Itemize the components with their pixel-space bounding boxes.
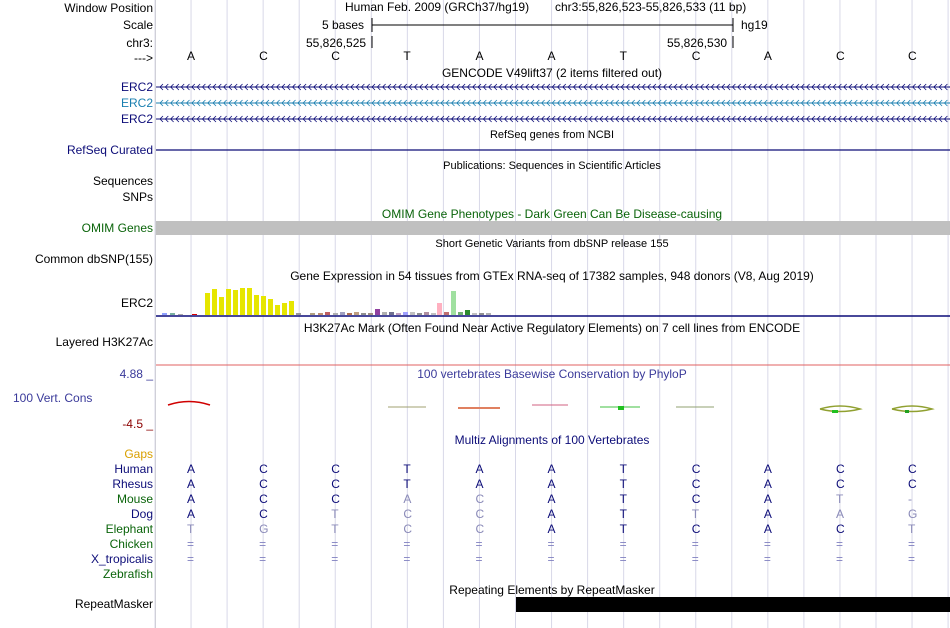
species-label[interactable]: Human (114, 462, 153, 476)
base-letter: C (908, 49, 917, 63)
gtex-tissue-bar (486, 313, 491, 315)
window-position-label: Window Position (64, 1, 153, 15)
alignment-base: T (331, 522, 339, 536)
scale-assembly: hg19 (741, 18, 768, 32)
alignment-base: T (619, 522, 627, 536)
dbsnp-track-title[interactable]: Short Genetic Variants from dbSNP release 155 (435, 238, 669, 250)
gencode-track-title[interactable]: GENCODE V49lift37 (2 items filtered out) (441, 66, 663, 80)
alignment-base: C (908, 462, 917, 476)
snps-label[interactable]: SNPs (122, 190, 153, 204)
base-letter: T (619, 49, 627, 63)
gtex-tissue-bar (479, 313, 484, 315)
base-letter: C (259, 49, 268, 63)
gtex-tissue-bar (247, 288, 252, 315)
gtex-tissue-bar (382, 312, 387, 315)
gtex-tissue-bar (212, 289, 217, 315)
publications-track-title[interactable]: Publications: Sequences in Scientific Articles (443, 160, 661, 172)
alignment-base: = (259, 552, 267, 566)
gtex-tissue-bar (361, 313, 366, 315)
sequences-label[interactable]: Sequences (92, 174, 153, 188)
alignment-base: A (835, 507, 844, 521)
alignment-base: A (547, 492, 556, 506)
cons-min-value: -4.5 _ (122, 417, 153, 431)
gencode-transcripts (156, 84, 950, 122)
alignment-base: A (187, 507, 196, 521)
alignment-base: C (259, 507, 268, 521)
base-letter: C (691, 49, 701, 63)
gtex-tissue-bar (368, 313, 373, 315)
gtex-tissue-bar (458, 312, 463, 315)
genome-assembly-title: Human Feb. 2009 (GRCh37/hg19) (345, 0, 530, 14)
gtex-label[interactable]: ERC2 (120, 296, 153, 310)
gtex-tissue-bar (389, 312, 394, 315)
alignment-base: A (763, 492, 772, 506)
h3k27ac-label[interactable]: Layered H3K27Ac (55, 335, 153, 349)
alignment-base: T (691, 507, 700, 521)
alignment-base: T (619, 507, 627, 521)
gtex-tissue-bar (162, 313, 167, 315)
gtex-tissue-bar (325, 312, 330, 315)
alignment-base: = (331, 552, 339, 566)
gtex-tissue-bar (347, 313, 352, 315)
gtex-tissue-bar (282, 303, 287, 315)
alignment-base: T (403, 477, 411, 491)
gtex-tissue-bar (178, 314, 183, 315)
alignment-base: C (403, 507, 413, 521)
alignment-base: = (908, 552, 916, 566)
multiz-track-title[interactable]: Multiz Alignments of 100 Vertebrates (454, 433, 650, 447)
base-letter: C (835, 49, 845, 63)
alignment-base: T (403, 462, 411, 476)
alignment-base: T (619, 477, 627, 491)
alignment-base: C (835, 462, 845, 476)
alignment-base: A (475, 462, 484, 476)
alignment-base: C (259, 492, 268, 506)
gtex-tissue-bar (451, 291, 456, 315)
alignment-base: C (691, 522, 701, 536)
alignment-base: = (763, 552, 771, 566)
gtex-tissue-bar (261, 296, 266, 315)
gtex-tissue-bar (354, 312, 359, 315)
species-label[interactable]: Elephant (105, 522, 153, 536)
gtex-track-title[interactable]: Gene Expression in 54 tissues from GTEx RNA-seq of 17382 samples, 948 donors (V8, Aug 2019) (290, 269, 814, 283)
base-letter: T (403, 49, 411, 63)
gtex-tissue-bar (205, 293, 210, 315)
gencode-gene-3[interactable]: ERC2 (120, 112, 153, 126)
ruler-tick-right: 55,826,530 (667, 36, 728, 50)
h3k27ac-track-title[interactable]: H3K27Ac Mark (Often Found Near Active Regulatory Elements) on 7 cell lines from ENCODE (303, 321, 801, 335)
alignment-base: C (475, 492, 485, 506)
alignment-base: A (475, 477, 484, 491)
gtex-tissue-bar (254, 295, 259, 315)
alignment-base: = (619, 552, 627, 566)
alignment-base: = (331, 537, 339, 551)
ruler-tick-left: 55,826,525 (306, 36, 367, 50)
alignment-base: = (908, 537, 916, 551)
alignment-base: T (619, 492, 627, 506)
alignment-base: = (547, 552, 555, 566)
scale-bar-label: 5 bases (322, 18, 365, 32)
alignment-base: T (619, 462, 627, 476)
gtex-tissue-bar (268, 299, 273, 315)
cons-max-value: 4.88 _ (119, 367, 153, 381)
alignment-base: A (763, 507, 772, 521)
alignment-base: A (547, 462, 556, 476)
gtex-tissue-bar (424, 312, 429, 315)
alignment-base: C (475, 522, 485, 536)
alignment-base: = (403, 552, 411, 566)
gtex-tissue-bar (275, 305, 280, 315)
gtex-tissue-bar (431, 313, 436, 315)
species-label[interactable]: X_tropicalis (90, 552, 153, 566)
gtex-tissue-bar (170, 313, 175, 315)
alignment-base: C (475, 507, 485, 521)
omim-gene-bar (156, 221, 950, 235)
alignment-base: C (331, 477, 340, 491)
cons-label[interactable]: 100 Vert. Cons (13, 391, 93, 405)
base-letter: A (475, 49, 484, 63)
base-letter: C (331, 49, 340, 63)
gtex-tissue-bar (410, 312, 415, 315)
base-letter: A (187, 49, 196, 63)
alignment-base: - (908, 492, 913, 506)
alignment-base: A (187, 477, 196, 491)
gtex-tissue-bar (219, 297, 224, 315)
repeatmasker-element (516, 597, 950, 612)
alignment-base: = (475, 552, 483, 566)
alignment-base: C (331, 462, 340, 476)
alignment-base: G (908, 507, 918, 521)
alignment-base: = (691, 552, 699, 566)
alignment-base: A (763, 477, 772, 491)
conservation-mark (832, 410, 838, 413)
species-label[interactable]: Chicken (109, 537, 153, 551)
alignment-base: = (403, 537, 411, 551)
species-label[interactable]: Mouse (116, 492, 153, 506)
base-letter: A (763, 49, 772, 63)
alignment-base: C (835, 522, 845, 536)
alignment-base: C (259, 462, 268, 476)
alignment-base: A (403, 492, 412, 506)
alignment-base: T (331, 507, 339, 521)
gtex-tissue-bar (233, 290, 238, 315)
alignment-base: = (763, 537, 771, 551)
cons-track-title[interactable]: 100 vertebrates Basewise Conservation by PhyloP (417, 367, 687, 381)
gaps-label[interactable]: Gaps (124, 447, 153, 461)
alignment-base: C (835, 477, 845, 491)
alignment-base: T (908, 522, 916, 536)
gtex-tissue-bar (444, 312, 449, 315)
gtex-tissue-bar (403, 312, 408, 315)
gtex-tissue-bar (318, 313, 323, 315)
alignment-base: A (547, 477, 556, 491)
alignment-base: C (908, 477, 917, 491)
gtex-tissue-bar (310, 313, 315, 315)
gtex-tissue-bar (333, 313, 338, 315)
alignment-base: = (619, 537, 627, 551)
alignment-base: C (403, 522, 413, 536)
gtex-tissue-bar (417, 313, 422, 315)
window-range[interactable]: chr3:55,826,523-55,826,533 (11 bp) (555, 0, 747, 14)
alignment-base: A (763, 462, 772, 476)
conservation-mark (905, 410, 909, 413)
omim-track-title[interactable]: OMIM Gene Phenotypes - Dark Green Can Be Disease-causing (381, 207, 723, 221)
base-letter: A (547, 49, 556, 63)
species-label[interactable]: Rhesus (112, 477, 153, 491)
conservation-mark (168, 402, 210, 406)
refseq-track-title[interactable]: RefSeq genes from NCBI (489, 129, 615, 141)
refseq-label[interactable]: RefSeq Curated (66, 143, 153, 157)
scale-bar (372, 18, 733, 32)
gtex-tissue-bar (289, 301, 294, 315)
gtex-tissue-bar (296, 313, 301, 315)
alignment-base: A (187, 462, 196, 476)
alignment-base: = (187, 537, 195, 551)
strand-label: ---> (134, 51, 153, 65)
repeatmasker-label[interactable]: RepeatMasker (74, 597, 153, 611)
gtex-tissue-bar (437, 303, 442, 315)
alignment-base: C (691, 462, 701, 476)
gtex-tissue-bar (465, 310, 470, 315)
alignment-base: A (187, 492, 196, 506)
conservation-mark (618, 406, 624, 410)
alignment-base: = (691, 537, 699, 551)
alignment-base: = (835, 552, 843, 566)
alignment-base: C (691, 477, 701, 491)
alignment-base: A (763, 522, 772, 536)
gtex-tissue-bar (396, 313, 401, 315)
scale-label: Scale (122, 18, 153, 32)
alignment-base: = (187, 552, 195, 566)
alignment-base: T (835, 492, 844, 506)
alignment-base: C (331, 492, 340, 506)
repeatmasker-track-title[interactable]: Repeating Elements by RepeatMasker (449, 583, 655, 597)
gtex-tissue-bar (226, 289, 231, 315)
alignment-base: C (691, 492, 701, 506)
alignment-base: A (547, 507, 556, 521)
gtex-tissue-bar (192, 314, 197, 315)
alignment-base: = (835, 537, 843, 551)
conservation-marks (168, 402, 932, 414)
alignment-base: T (187, 522, 195, 536)
alignment-base: C (259, 477, 268, 491)
gencode-gene-2[interactable]: ERC2 (120, 96, 153, 110)
gtex-tissue-bar (375, 309, 380, 315)
species-label[interactable]: Zebrafish (102, 567, 153, 581)
alignment-base: G (259, 522, 269, 536)
gtex-tissue-bar (240, 288, 245, 315)
species-label[interactable]: Dog (130, 507, 153, 521)
alignment-base: A (547, 522, 556, 536)
chromosome-label: chr3: (126, 36, 153, 50)
omim-label[interactable]: OMIM Genes (81, 221, 153, 235)
alignment-base: = (475, 537, 483, 551)
gtex-tissue-bar (472, 313, 477, 315)
alignment-base: = (259, 537, 267, 551)
alignment-base: = (547, 537, 555, 551)
gtex-expression-bars (162, 288, 491, 315)
gencode-gene-1[interactable]: ERC2 (120, 80, 153, 94)
gtex-tissue-bar (340, 312, 345, 315)
dbsnp-label[interactable]: Common dbSNP(155) (34, 252, 153, 266)
